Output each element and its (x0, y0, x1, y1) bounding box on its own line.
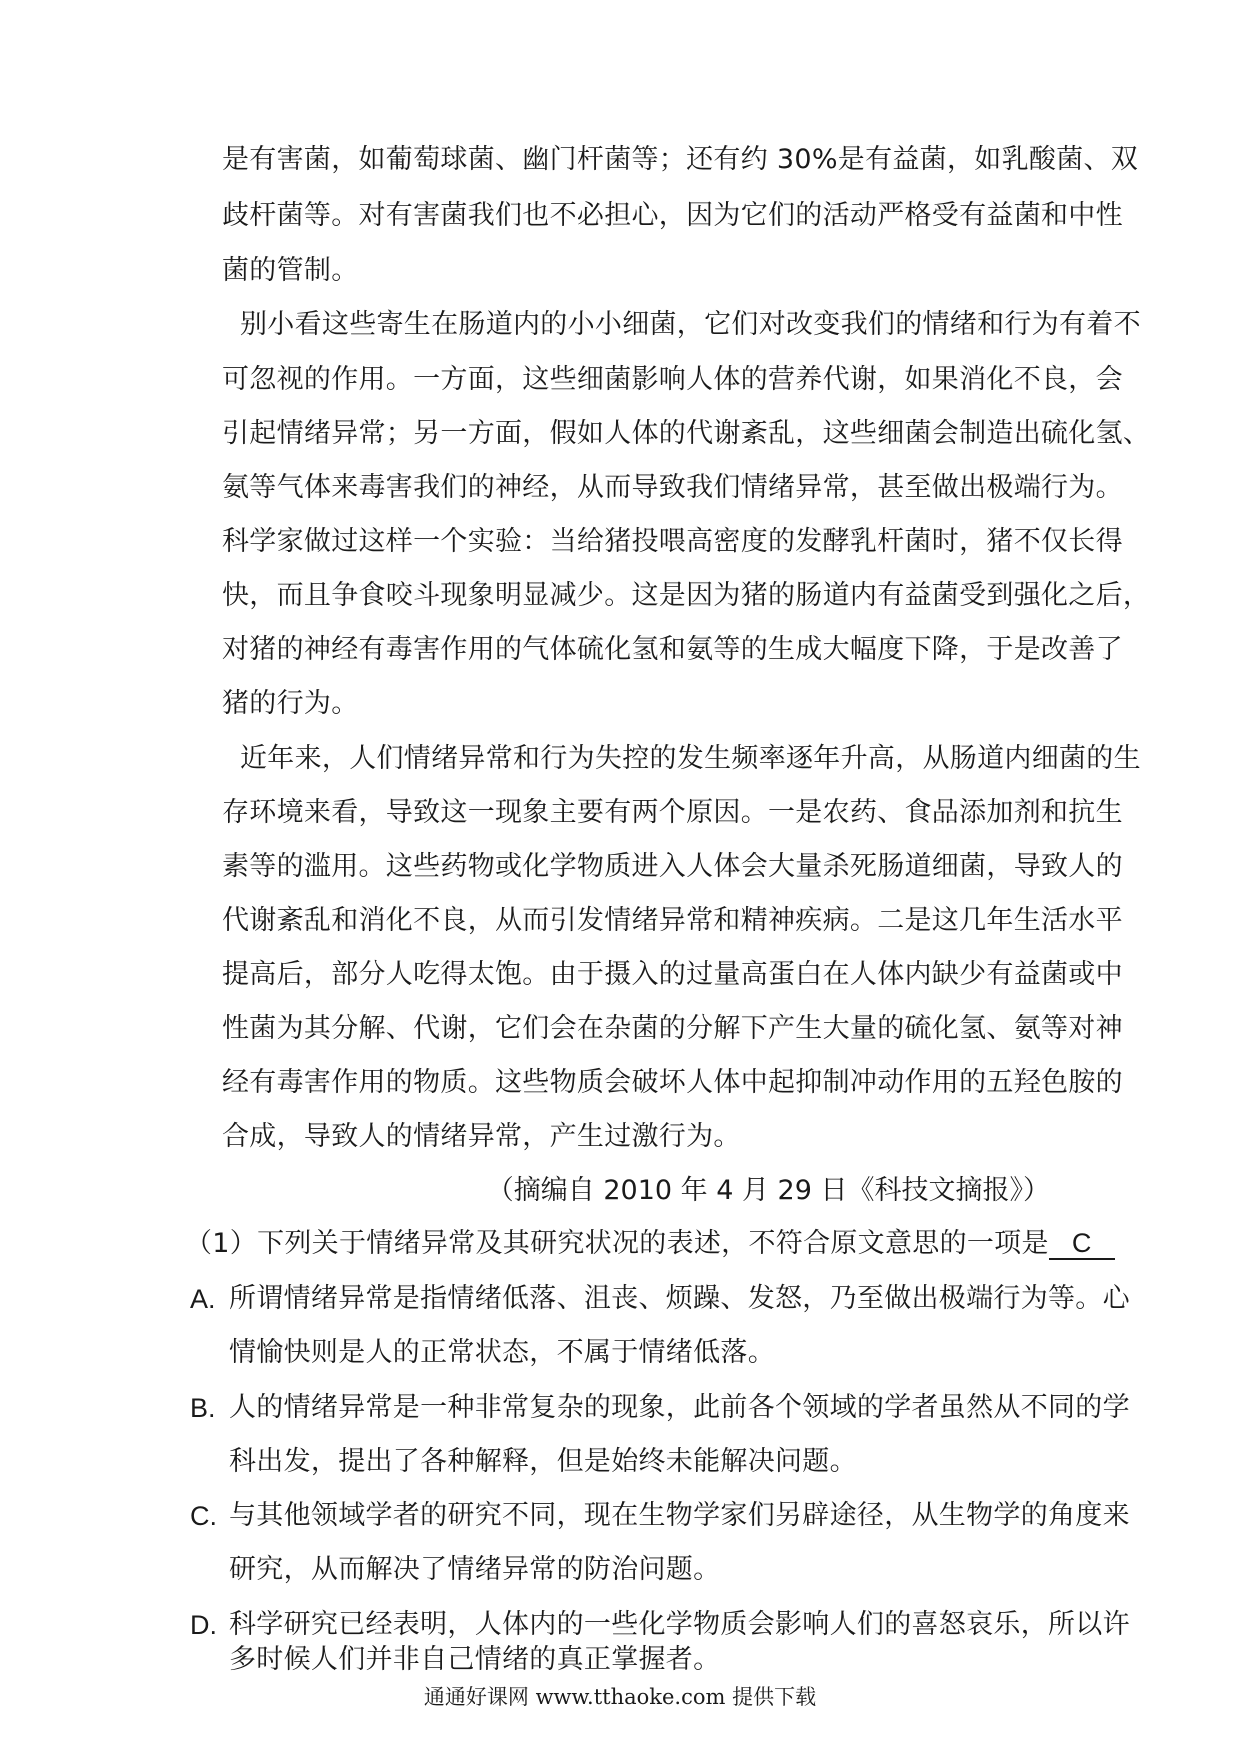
passage-line: 快，而且争食咬斗现象明显减少。这是因为猪的肠道内有益菌受到强化之后， (222, 580, 1151, 611)
option-c-line: 与其他领域学者的研究不同，现在生物学家们另辟途径，从生物学的角度来 (229, 1500, 1130, 1531)
option-c-line: 研究，从而解决了情绪异常的防治问题。 (229, 1554, 721, 1585)
passage-line: 对猪的神经有毒害作用的气体硫化氢和氨等的生成大幅度下降，于是改善了 (222, 634, 1123, 665)
passage-source: （摘编自 2010 年 4 月 29 日《科技文摘报》） (486, 1175, 1050, 1206)
option-d-line: 多时候人们并非自己情绪的真正掌握者。 (229, 1644, 721, 1675)
option-d-line: 科学研究已经表明，人体内的一些化学物质会影响人们的喜怒哀乐，所以许 (229, 1609, 1130, 1640)
passage-line: 提高后，部分人吃得太饱。由于摄入的过量高蛋白在人体内缺少有益菌或中 (222, 959, 1123, 990)
passage-line: 代谢紊乱和消化不良，从而引发情绪异常和精神疾病。二是这几年生活水平 (222, 905, 1123, 936)
question-stem (185, 1224, 1115, 1264)
option-letter-d: D. (190, 1610, 217, 1640)
passage-line: 别小看这些寄生在肠道内的小小细菌，它们对改变我们的情绪和行为有着不 (240, 309, 1141, 340)
option-letter-b: B. (190, 1393, 216, 1423)
passage-line: 猪的行为。 (222, 688, 359, 719)
question-stem-text: （1）下列关于情绪异常及其研究状况的表述，不符合原文意思的一项是 (185, 1228, 1049, 1259)
page-footer: 通通好课网 www.tthaoke.com 提供下载 (423, 1685, 817, 1709)
option-b-line: 科出发，提出了各种解释，但是始终未能解决问题。 (229, 1446, 857, 1477)
passage-line: 存环境来看，导致这一现象主要有两个原因。一是农药、食品添加剂和抗生 (222, 797, 1123, 828)
passage-line: 氨等气体来毒害我们的神经，从而导致我们情绪异常，甚至做出极端行为。 (222, 472, 1123, 503)
passage-line: 是有害菌，如葡萄球菌、幽门杆菌等；还有约 30%是有益菌，如乳酸菌、双 (222, 144, 1139, 175)
passage-line: 可忽视的作用。一方面，这些细菌影响人体的营养代谢，如果消化不良，会 (222, 364, 1123, 395)
passage-line: 经有毒害作用的物质。这些物质会破坏人体中起抑制冲动作用的五羟色胺的 (222, 1067, 1123, 1098)
option-a-line: 所谓情绪异常是指情绪低落、沮丧、烦躁、发怒，乃至做出极端行为等。心 (229, 1283, 1130, 1314)
option-a-line: 情愉快则是人的正常状态，不属于情绪低落。 (229, 1337, 775, 1368)
passage-line: 引起情绪异常；另一方面，假如人体的代谢紊乱，这些细菌会制造出硫化氢、 (222, 418, 1151, 449)
passage-line: 菌的管制。 (222, 255, 359, 286)
answer-blank: C (1049, 1228, 1115, 1260)
passage-line: 性菌为其分解、代谢，它们会在杂菌的分解下产生大量的硫化氢、氨等对神 (222, 1013, 1123, 1044)
option-b-line: 人的情绪异常是一种非常复杂的现象，此前各个领域的学者虽然从不同的学 (229, 1392, 1130, 1423)
passage-line: 歧杆菌等。对有害菌我们也不必担心，因为它们的活动严格受有益菌和中性 (222, 200, 1123, 231)
passage-line: 素等的滥用。这些药物或化学物质进入人体会大量杀死肠道细菌，导致人的 (222, 851, 1123, 882)
passage-line: 近年来，人们情绪异常和行为失控的发生频率逐年升高，从肠道内细菌的生 (240, 743, 1141, 774)
option-letter-a: A. (190, 1284, 216, 1314)
passage-line: 科学家做过这样一个实验：当给猪投喂高密度的发酵乳杆菌时，猪不仅长得 (222, 526, 1123, 557)
option-letter-c: C. (190, 1501, 217, 1531)
passage-line: 合成，导致人的情绪异常，产生过激行为。 (222, 1121, 741, 1152)
